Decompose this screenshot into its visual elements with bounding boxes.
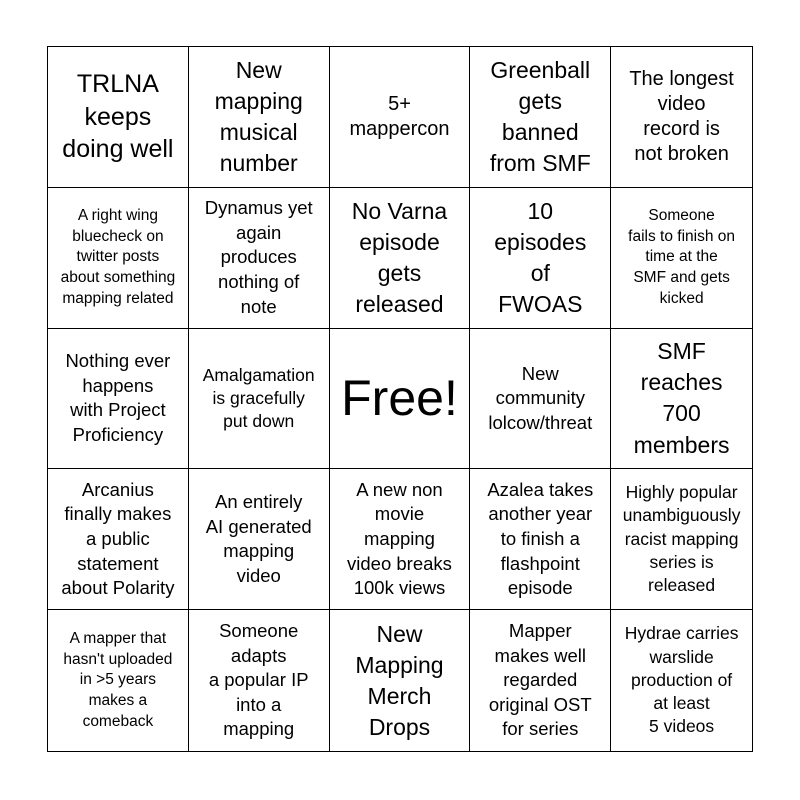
- bingo-cell: The longest video record is not broken: [611, 47, 752, 188]
- bingo-cell: New mapping musical number: [189, 47, 330, 188]
- bingo-cell: Amalgamation is gracefully put down: [189, 329, 330, 470]
- bingo-cell: 10 episodes of FWOAS: [470, 188, 611, 329]
- bingo-cell: SMF reaches 700 members: [611, 329, 752, 470]
- bingo-cell: Azalea takes another year to finish a flashpoint episode: [470, 469, 611, 610]
- bingo-cell: A right wing bluecheck on twitter posts about something mapping related: [48, 188, 189, 329]
- free-space-cell: Free!: [330, 329, 471, 470]
- bingo-cell: Arcanius finally makes a public statement about Polarity: [48, 469, 189, 610]
- bingo-cell: Hydrae carries warslide production of at least 5 videos: [624, 623, 739, 737]
- bingo-cell: Nothing ever happens with Project Proficiency: [48, 329, 189, 470]
- bingo-cell: No Varna episode gets released: [330, 188, 471, 329]
- bingo-cell: Someone fails to finish on time at the SMF and gets kicked: [611, 188, 752, 329]
- bingo-cell: New Mapping Merch Drops: [330, 610, 471, 751]
- bingo-cell: An entirely AI generated mapping video: [189, 469, 330, 610]
- bingo-cell: A new non movie mapping video breaks 100k views: [330, 469, 471, 610]
- bingo-cell: Highly popular unambiguously racist mapping series is released: [611, 469, 752, 610]
- bingo-cell: Dynamus yet again produces nothing of note: [189, 188, 330, 329]
- bingo-cell: Mapper makes well regarded original OST for series: [470, 610, 611, 751]
- bingo-cell: Someone adapts a popular IP into a mapping: [189, 610, 330, 751]
- bingo-cell: Greenball gets banned from SMF: [470, 47, 611, 188]
- bingo-cell: New community lolcow/threat: [470, 329, 611, 470]
- bingo-cell: 5+ mappercon: [330, 47, 471, 188]
- bingo-cell: TRLNA keeps doing well: [48, 47, 189, 188]
- bingo-cell: A mapper that hasn't uploaded in >5 years makes a comeback: [48, 610, 189, 751]
- bingo-board: [47, 46, 753, 752]
